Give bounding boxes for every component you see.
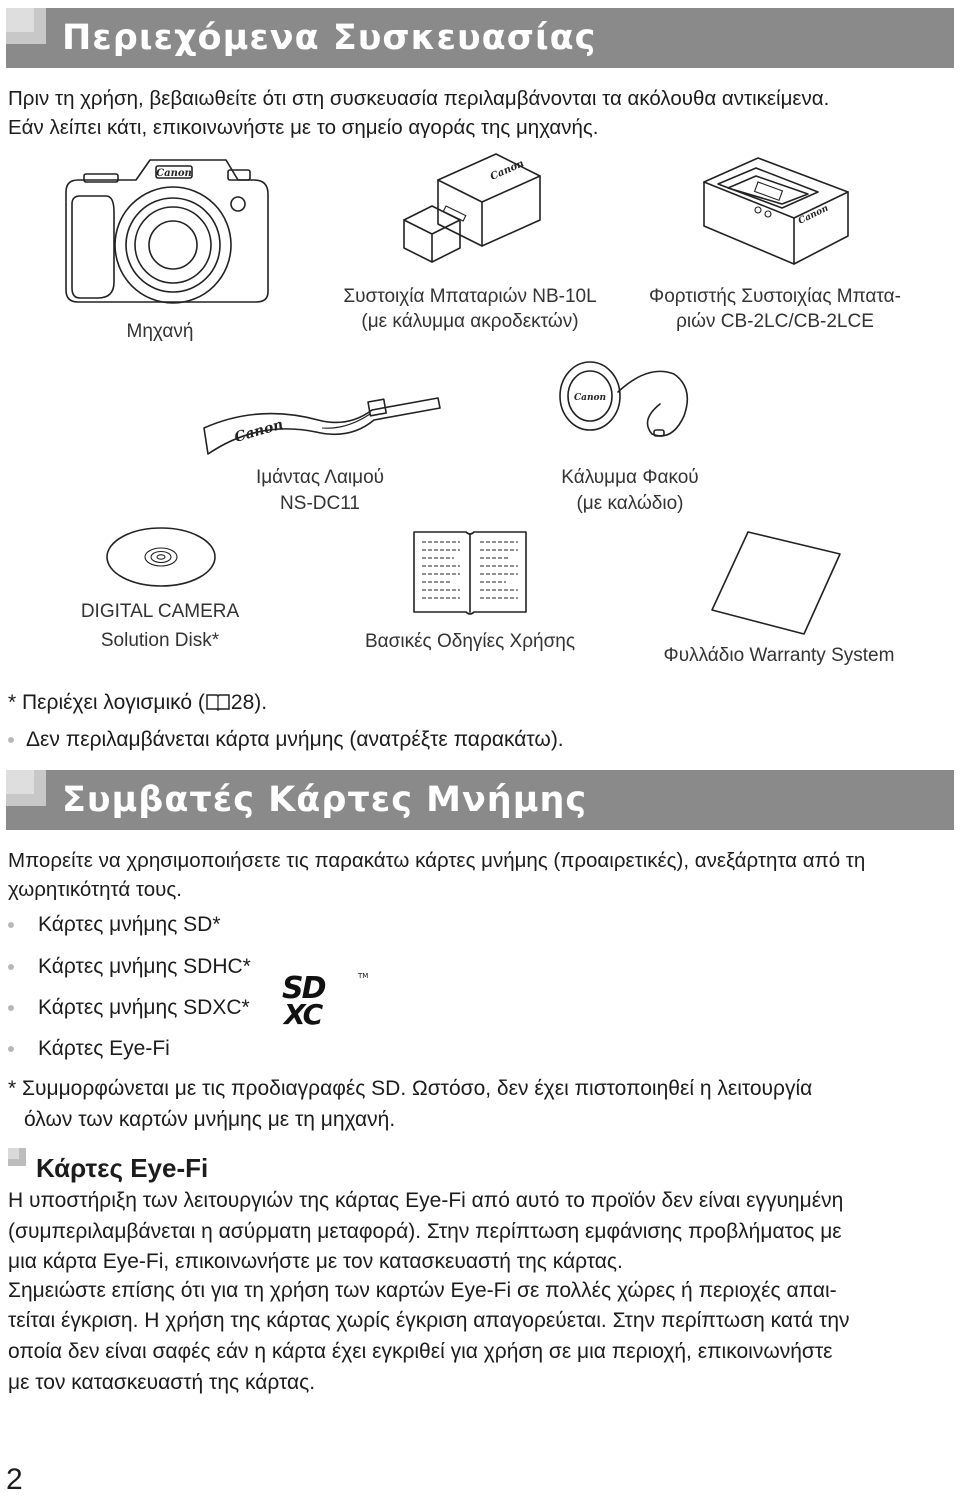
footnote-page-ref[interactable]: 28 bbox=[230, 691, 255, 714]
strap-label-1: Ιμάντας Λαιμού bbox=[255, 467, 385, 488]
lens-cap-brand: Canon bbox=[573, 393, 607, 403]
subheading-square-mark bbox=[8, 1148, 26, 1166]
camera-illustration bbox=[58, 152, 278, 312]
charger-brand: Canon bbox=[796, 203, 831, 227]
bullet bbox=[8, 737, 14, 743]
warranty-label: Φυλλάδιο Warranty System bbox=[663, 645, 895, 666]
neck-strap-illustration bbox=[198, 384, 448, 464]
lens-cap-label-1: Κάλυμμα Φακού bbox=[561, 467, 699, 488]
camera-brand: Canon bbox=[156, 168, 192, 179]
page-number: 2 bbox=[6, 1463, 23, 1496]
sdxc-logo-bottom: XC bbox=[284, 998, 322, 1028]
cards-intro-line-1: Μπορείτε να χρησιμοποιήσετε τις παρακάτω κάρτες μνήμης (προαιρετικές), ανεξάρτητα από τη bbox=[8, 849, 866, 872]
disk-label-2: Solution Disk* bbox=[100, 630, 220, 651]
sdxc-logo bbox=[278, 968, 374, 1028]
bullet bbox=[8, 1005, 14, 1011]
card-type-eye-fi: Κάρτες Eye-Fi bbox=[38, 1037, 170, 1060]
bullet bbox=[8, 922, 14, 928]
intro-line-2: Εάν λείπει κάτι, επικοινωνήστε με το σημείο αγοράς της μηχανής. bbox=[8, 116, 599, 139]
section-title: Συμβατές Κάρτες Μνήμης bbox=[62, 780, 588, 820]
section-header-compatible-cards bbox=[6, 770, 954, 830]
lens-cap-illustration bbox=[556, 354, 696, 448]
eye-fi-para-line-7: με τον κατασκευαστή της κάρτας. bbox=[8, 1371, 316, 1394]
battery-illustration bbox=[400, 150, 545, 270]
no-memory-card-note: Δεν περιλαμβάνεται κάρτα μνήμης (ανατρέξτε παρακάτω). bbox=[26, 728, 564, 751]
section-title: Περιεχόμενα Συσκευασίας bbox=[62, 18, 597, 58]
cards-intro-line-2: χωρητικότητά τους. bbox=[8, 878, 182, 901]
disk-label-1: DIGITAL CAMERA bbox=[80, 601, 240, 622]
battery-label-1: Συστοιχία Μπαταριών NB-10L bbox=[343, 286, 597, 307]
camera-label: Μηχανή bbox=[126, 321, 194, 342]
header-corner-mark bbox=[6, 8, 46, 44]
battery-label-2: (με κάλυμμα ακροδεκτών) bbox=[361, 311, 579, 332]
card-type-sdhc: Κάρτες μνήμης SDHC* bbox=[38, 955, 251, 978]
eye-fi-para-line-4: Σημειώστε επίσης ότι για τη χρήση των καρτών Eye-Fi σε πολλές χώρες ή περιοχές απαι- bbox=[8, 1279, 837, 1302]
card-type-sd: Κάρτες μνήμης SD* bbox=[38, 913, 221, 936]
guide-label: Βασικές Οδηγίες Χρήσης bbox=[364, 631, 576, 652]
charger-label-1: Φορτιστής Συστοιχίας Μπατα- bbox=[649, 286, 901, 307]
eye-fi-para-line-6: οποία δεν είναι σαφές εάν η κάρτα έχει εγκριθεί για χρήση σε μια περιοχή, επικοινωνήστε bbox=[8, 1340, 833, 1363]
strap-label-2: NS-DC11 bbox=[280, 493, 360, 514]
header-corner-mark bbox=[6, 770, 46, 806]
eye-fi-subheading: Κάρτες Eye-Fi bbox=[36, 1153, 209, 1183]
sdxc-logo-tm: TM bbox=[358, 972, 369, 980]
lens-cap-label-2: (με καλώδιο) bbox=[576, 493, 684, 514]
bullet bbox=[8, 964, 14, 970]
battery-brand: Canon bbox=[488, 158, 526, 183]
footnote-prefix: * Περιέχει λογισμικό ( bbox=[8, 691, 205, 714]
software-footnote bbox=[8, 688, 267, 717]
eye-fi-para-line-1: Η υποστήριξη των λειτουργιών της κάρτας Eye-Fi από αυτό το προϊόν δεν είναι εγγυημένη bbox=[8, 1189, 844, 1212]
footnote-suffix: ). bbox=[254, 691, 268, 714]
sd-spec-footnote-1: * Συμμορφώνεται με τις προδιαγραφές SD. Ωστόσο, δεν έχει πιστοποιηθεί η λειτουργία bbox=[8, 1077, 813, 1100]
charger-illustration bbox=[698, 152, 858, 272]
solution-disk-illustration bbox=[104, 526, 218, 588]
eye-fi-para-line-3: μια κάρτα Eye-Fi, επικοινωνήστε με τον κατασκευαστή της κάρτας. bbox=[8, 1250, 623, 1273]
intro-line-1: Πριν τη χρήση, βεβαιωθείτε ότι στη συσκευασία περιλαμβάνονται τα ακόλουθα αντικείμενα. bbox=[8, 87, 830, 110]
eye-fi-para-line-5: τείται έγκριση. Η χρήση της κάρτας χωρίς έγκριση απαγορεύεται. Στην περίπτωση κατά την bbox=[8, 1309, 850, 1332]
eye-fi-para-line-2: (συμπεριλαμβάνεται η ασύρματη μεταφορά). Στην περίπτωση εμφάνισης προβλήματος με bbox=[8, 1220, 842, 1243]
section-header-package-contents bbox=[6, 8, 954, 68]
bullet bbox=[8, 1046, 14, 1052]
sdxc-logo-top: SD bbox=[282, 971, 325, 1006]
sd-spec-footnote-2: όλων των καρτών μνήμης με τη μηχανή. bbox=[24, 1108, 396, 1131]
warranty-booklet-illustration bbox=[708, 528, 844, 638]
strap-brand: Canon bbox=[232, 416, 286, 446]
getting-started-guide-illustration bbox=[410, 528, 530, 618]
book-icon bbox=[205, 692, 231, 712]
charger-label-2: ριών CB-2LC/CB-2LCE bbox=[676, 311, 874, 332]
card-type-sdxc: Κάρτες μνήμης SDXC* bbox=[38, 996, 250, 1019]
